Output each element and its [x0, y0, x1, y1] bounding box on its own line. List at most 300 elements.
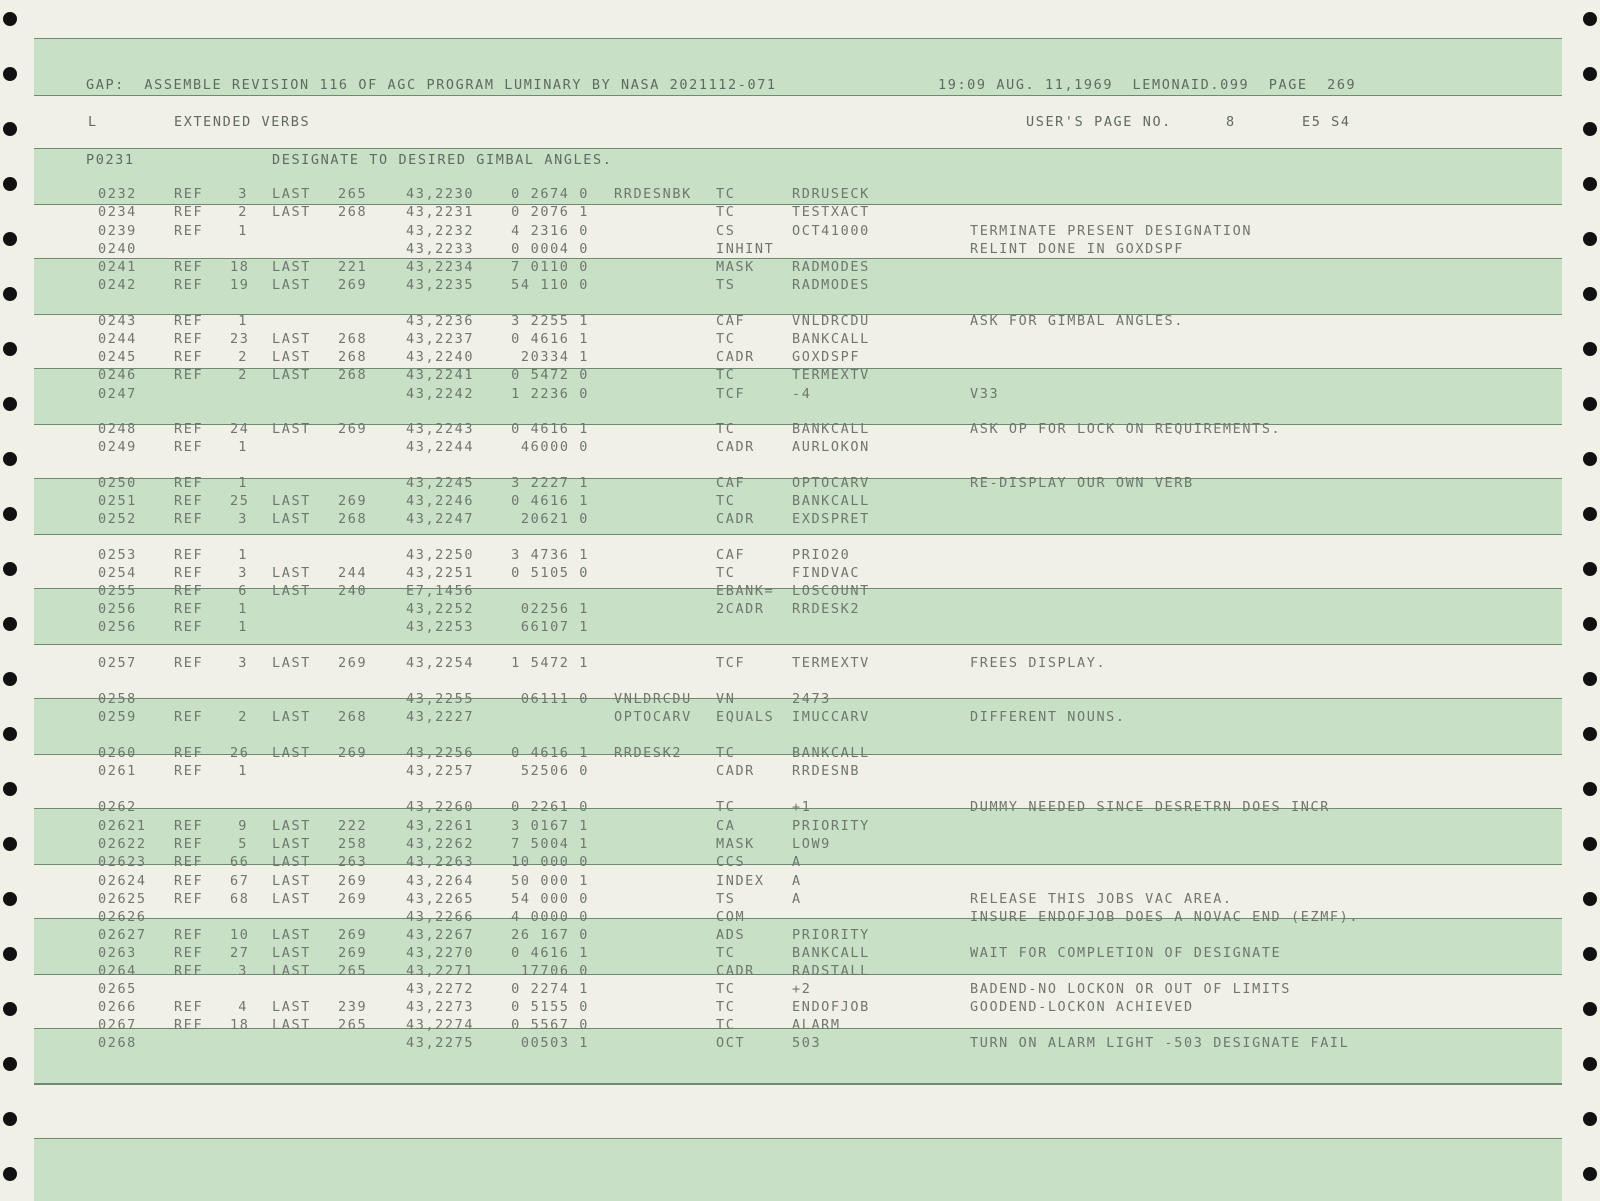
opcode: TC: [716, 331, 736, 347]
operand: BANKCALL: [792, 331, 870, 347]
ref-count: 25: [230, 493, 250, 509]
address: 43,2245: [406, 475, 475, 491]
feed-hole: [3, 1112, 17, 1126]
octal-value: 0 2076 1: [511, 204, 589, 220]
last-tag: LAST: [272, 331, 311, 347]
comment: TERMINATE PRESENT DESIGNATION: [970, 223, 1253, 239]
symbol-label: OPTOCARV: [614, 709, 692, 725]
line-number: 0261: [98, 763, 137, 779]
octal-value: 0 5105 0: [511, 565, 589, 581]
ref-count: 3: [238, 963, 248, 979]
ref-tag: REF: [174, 763, 204, 779]
address: 43,2240: [406, 349, 475, 365]
listing-row: [0, 203, 1600, 221]
listing-row: [0, 798, 1600, 816]
ref-tag: REF: [174, 836, 204, 852]
address: 43,2250: [406, 547, 475, 563]
octal-value: 0 4616 1: [511, 745, 589, 761]
opcode: INHINT: [716, 241, 775, 257]
last-tag: LAST: [272, 927, 311, 943]
opcode: TC: [716, 367, 736, 383]
ref-count: 1: [238, 439, 248, 455]
feed-hole: [1583, 12, 1597, 26]
address: 43,2264: [406, 873, 475, 889]
ref-count: 1: [238, 601, 248, 617]
last-tag: LAST: [272, 999, 311, 1015]
opcode: EQUALS: [716, 709, 775, 725]
ref-tag: REF: [174, 583, 204, 599]
operand: IMUCCARV: [792, 709, 870, 725]
address: E7,1456: [406, 583, 475, 599]
opcode: CADR: [716, 763, 755, 779]
octal-value: 52506 0: [520, 763, 589, 779]
listing-row: [0, 690, 1600, 708]
symbol-label: RRDESNBK: [614, 186, 692, 202]
opcode: CA: [716, 818, 736, 834]
octal-value: 46000 0: [520, 439, 589, 455]
ref-count: 1: [238, 547, 248, 563]
octal-value: 0 2274 1: [511, 981, 589, 997]
listing-row: [0, 420, 1600, 438]
opcode: TC: [716, 1017, 736, 1033]
opcode: CADR: [716, 963, 755, 979]
octal-value: 0 4616 1: [511, 945, 589, 961]
opcode: VN: [716, 691, 736, 707]
address: 43,2271: [406, 963, 475, 979]
operand: AURLOKON: [792, 439, 870, 455]
feed-hole: [1583, 1112, 1597, 1126]
feed-hole: [1583, 1057, 1597, 1071]
operand: LOW9: [792, 836, 831, 852]
listing-row: [0, 546, 1600, 564]
ref-count: 1: [238, 763, 248, 779]
address: 43,2246: [406, 493, 475, 509]
line-number: 02624: [98, 873, 147, 889]
address: 43,2252: [406, 601, 475, 617]
title-comment: DESIGNATE TO DESIRED GIMBAL ANGLES.: [272, 152, 613, 168]
comment: RELEASE THIS JOBS VAC AREA.: [970, 891, 1233, 907]
operand: BANKCALL: [792, 945, 870, 961]
address: 43,2235: [406, 277, 475, 293]
operand: +1: [792, 799, 812, 815]
ref-tag: REF: [174, 891, 204, 907]
last-page: 221: [338, 259, 368, 275]
line-number: 0249: [98, 439, 137, 455]
line-number: 02621: [98, 818, 147, 834]
last-tag: LAST: [272, 259, 311, 275]
ref-tag: REF: [174, 186, 204, 202]
ref-count: 66: [230, 854, 250, 870]
operand: PRIORITY: [792, 927, 870, 943]
line-number: 0256: [98, 619, 137, 635]
feed-hole: [3, 12, 17, 26]
address: 43,2260: [406, 799, 475, 815]
last-page: 265: [338, 963, 368, 979]
ref-count: 2: [238, 709, 248, 725]
address: 43,2253: [406, 619, 475, 635]
opcode: TC: [716, 981, 736, 997]
ref-count: 10: [230, 927, 250, 943]
opcode: TS: [716, 277, 736, 293]
opcode: INDEX: [716, 873, 765, 889]
address: 43,2230: [406, 186, 475, 202]
operand: FINDVAC: [792, 565, 861, 581]
opcode: ADS: [716, 927, 746, 943]
line-number: 0255: [98, 583, 137, 599]
octal-value: 7 0110 0: [511, 259, 589, 275]
feed-hole: [3, 727, 17, 741]
ref-tag: REF: [174, 963, 204, 979]
line-number: 0244: [98, 331, 137, 347]
last-tag: LAST: [272, 493, 311, 509]
opcode: COM: [716, 909, 746, 925]
operand: BANKCALL: [792, 421, 870, 437]
address: 43,2236: [406, 313, 475, 329]
comment: GOODEND-LOCKON ACHIEVED: [970, 999, 1194, 1015]
listing-row: [0, 492, 1600, 510]
listing-row: [0, 835, 1600, 853]
last-tag: LAST: [272, 745, 311, 761]
address: 43,2275: [406, 1035, 475, 1051]
line-number: 0240: [98, 241, 137, 257]
operand: VNLDRCDU: [792, 313, 870, 329]
user-page-number: 8: [1226, 114, 1236, 130]
ref-tag: REF: [174, 601, 204, 617]
opcode: MASK: [716, 836, 755, 852]
listing-row: [0, 926, 1600, 944]
ref-tag: REF: [174, 223, 204, 239]
ref-tag: REF: [174, 547, 204, 563]
line-number: 0268: [98, 1035, 137, 1051]
ref-tag: REF: [174, 313, 204, 329]
user-page-label: USER'S PAGE NO.: [1026, 114, 1172, 130]
address: 43,2263: [406, 854, 475, 870]
address: 43,2254: [406, 655, 475, 671]
line-number: 0266: [98, 999, 137, 1015]
line-number: 0232: [98, 186, 137, 202]
octal-value: 1 2236 0: [511, 386, 589, 402]
operand: RDRUSECK: [792, 186, 870, 202]
ref-count: 2: [238, 349, 248, 365]
listing-row: [0, 258, 1600, 276]
address: 43,2265: [406, 891, 475, 907]
opcode: TC: [716, 204, 736, 220]
listing-row: [0, 962, 1600, 980]
opcode: TC: [716, 745, 736, 761]
line-number: 02623: [98, 854, 147, 870]
feed-hole: [1583, 1167, 1597, 1181]
operand: TESTXACT: [792, 204, 870, 220]
octal-value: 1 5472 1: [511, 655, 589, 671]
operand: A: [792, 891, 802, 907]
opcode: CS: [716, 223, 736, 239]
feed-hole: [1583, 727, 1597, 741]
ref-tag: REF: [174, 277, 204, 293]
opcode: CAF: [716, 475, 746, 491]
address: 43,2267: [406, 927, 475, 943]
comment: DUMMY NEEDED SINCE DESRETRN DOES INCR: [970, 799, 1330, 815]
feed-hole: [3, 782, 17, 796]
octal-value: 54 000 0: [511, 891, 589, 907]
line-number: 0258: [98, 691, 137, 707]
opcode: CADR: [716, 349, 755, 365]
address: 43,2247: [406, 511, 475, 527]
line-number: 0245: [98, 349, 137, 365]
ref-count: 23: [230, 331, 250, 347]
opcode: CADR: [716, 511, 755, 527]
opcode: TCF: [716, 655, 746, 671]
ref-count: 6: [238, 583, 248, 599]
last-page: 263: [338, 854, 368, 870]
listing-row: [0, 222, 1600, 240]
octal-value: 4 0000 0: [511, 909, 589, 925]
divider: [34, 1083, 1562, 1084]
octal-value: 3 2255 1: [511, 313, 589, 329]
address: 43,2251: [406, 565, 475, 581]
line-number: 0239: [98, 223, 137, 239]
address: 43,2261: [406, 818, 475, 834]
line-number: 0256: [98, 601, 137, 617]
last-tag: LAST: [272, 873, 311, 889]
ref-count: 2: [238, 367, 248, 383]
listing-row: [0, 185, 1600, 203]
operand: A: [792, 854, 802, 870]
octal-value: 0 0004 0: [511, 241, 589, 257]
opcode: TC: [716, 945, 736, 961]
ref-count: 1: [238, 619, 248, 635]
octal-value: 00503 1: [520, 1035, 589, 1051]
opcode: TCF: [716, 386, 746, 402]
operand: BANKCALL: [792, 745, 870, 761]
opcode: EBANK=: [716, 583, 775, 599]
comment: FREES DISPLAY.: [970, 655, 1107, 671]
ref-count: 4: [238, 999, 248, 1015]
ref-count: 27: [230, 945, 250, 961]
address: 43,2244: [406, 439, 475, 455]
ref-tag: REF: [174, 349, 204, 365]
listing-row: [0, 600, 1600, 618]
last-tag: LAST: [272, 963, 311, 979]
ref-tag: REF: [174, 655, 204, 671]
line-number: 0248: [98, 421, 137, 437]
ref-count: 5: [238, 836, 248, 852]
operand: OCT41000: [792, 223, 870, 239]
ref-tag: REF: [174, 421, 204, 437]
address: 43,2231: [406, 204, 475, 220]
octal-value: 0 5472 0: [511, 367, 589, 383]
listing-row: [0, 654, 1600, 672]
listing-row: [0, 708, 1600, 726]
octal-value: 3 4736 1: [511, 547, 589, 563]
ref-tag: REF: [174, 619, 204, 635]
last-page: 269: [338, 655, 368, 671]
listing-row: [0, 330, 1600, 348]
operand: BANKCALL: [792, 493, 870, 509]
ref-tag: REF: [174, 475, 204, 491]
comment: V33: [970, 386, 1000, 402]
opcode: 2CADR: [716, 601, 765, 617]
operand: 503: [792, 1035, 822, 1051]
ref-count: 18: [230, 259, 250, 275]
operand: PRIO20: [792, 547, 851, 563]
ref-count: 18: [230, 1017, 250, 1033]
line-number: 0253: [98, 547, 137, 563]
listing-row: [0, 872, 1600, 890]
ref-count: 3: [238, 565, 248, 581]
octal-value: 10 000 0: [511, 854, 589, 870]
octal-value: 06111 0: [520, 691, 589, 707]
last-page: 269: [338, 927, 368, 943]
section-title: EXTENDED VERBS: [174, 114, 311, 130]
listing-row: [0, 908, 1600, 926]
ref-count: 9: [238, 818, 248, 834]
address: 43,2272: [406, 981, 475, 997]
listing-row: [0, 853, 1600, 871]
opcode: CAF: [716, 313, 746, 329]
ref-count: 26: [230, 745, 250, 761]
address: 43,2241: [406, 367, 475, 383]
line-number: 02622: [98, 836, 147, 852]
last-tag: LAST: [272, 583, 311, 599]
octal-value: 54 110 0: [511, 277, 589, 293]
opcode: TC: [716, 493, 736, 509]
title-line-number: P0231: [86, 152, 135, 168]
last-page: 269: [338, 277, 368, 293]
operand: ALARM: [792, 1017, 841, 1033]
symbol-label: VNLDRCDU: [614, 691, 692, 707]
address: 43,2232: [406, 223, 475, 239]
operand: RRDESNB: [792, 763, 861, 779]
line-number: 02627: [98, 927, 147, 943]
last-tag: LAST: [272, 945, 311, 961]
octal-value: 7 5004 1: [511, 836, 589, 852]
section-code: E5 S4: [1302, 114, 1351, 130]
line-number: 0234: [98, 204, 137, 220]
octal-value: 02256 1: [520, 601, 589, 617]
last-page: 269: [338, 891, 368, 907]
line-number: 0241: [98, 259, 137, 275]
listing-row: [0, 817, 1600, 835]
operand: LOSCOUNT: [792, 583, 870, 599]
address: 43,2242: [406, 386, 475, 402]
last-page: 269: [338, 873, 368, 889]
last-page: 269: [338, 945, 368, 961]
line-number: 0251: [98, 493, 137, 509]
last-page: 268: [338, 204, 368, 220]
comment: ASK FOR GIMBAL ANGLES.: [970, 313, 1185, 329]
opcode: CAF: [716, 547, 746, 563]
line-number: 0247: [98, 386, 137, 402]
last-tag: LAST: [272, 421, 311, 437]
listing-row: [0, 890, 1600, 908]
last-tag: LAST: [272, 836, 311, 852]
octal-value: 20621 0: [520, 511, 589, 527]
comment: INSURE ENDOFJOB DOES A NOVAC END (EZMF).: [970, 909, 1360, 925]
last-page: 268: [338, 349, 368, 365]
ref-tag: REF: [174, 854, 204, 870]
listing-row: [0, 438, 1600, 456]
last-tag: LAST: [272, 854, 311, 870]
comment: RELINT DONE IN GOXDSPF: [970, 241, 1185, 257]
comment: BADEND-NO LOCKON OR OUT OF LIMITS: [970, 981, 1292, 997]
ref-tag: REF: [174, 204, 204, 220]
last-tag: LAST: [272, 277, 311, 293]
octal-value: 0 4616 1: [511, 493, 589, 509]
ref-tag: REF: [174, 439, 204, 455]
feed-hole: [3, 1057, 17, 1071]
address: 43,2256: [406, 745, 475, 761]
assembly-header: GAP: ASSEMBLE REVISION 116 OF AGC PROGRAM LUMINARY BY NASA 2021112-071: [86, 77, 777, 93]
feed-hole: [1583, 672, 1597, 686]
green-bar: [34, 1138, 1562, 1201]
octal-value: 0 2674 0: [511, 186, 589, 202]
octal-value: 17706 0: [520, 963, 589, 979]
last-tag: LAST: [272, 204, 311, 220]
last-page: 268: [338, 331, 368, 347]
address: 43,2255: [406, 691, 475, 707]
listing-row: [0, 618, 1600, 636]
opcode: CADR: [716, 439, 755, 455]
line-number: 0264: [98, 963, 137, 979]
ref-count: 1: [238, 223, 248, 239]
operand: PRIORITY: [792, 818, 870, 834]
listing-row: [0, 385, 1600, 403]
line-number: 0257: [98, 655, 137, 671]
octal-value: 4 2316 0: [511, 223, 589, 239]
last-page: 244: [338, 565, 368, 581]
address: 43,2270: [406, 945, 475, 961]
last-tag: LAST: [272, 1017, 311, 1033]
ref-tag: REF: [174, 493, 204, 509]
line-number: 02626: [98, 909, 147, 925]
ref-count: 1: [238, 313, 248, 329]
ref-tag: REF: [174, 927, 204, 943]
line-number: 0262: [98, 799, 137, 815]
opcode: TC: [716, 186, 736, 202]
opcode: TC: [716, 799, 736, 815]
opcode: TC: [716, 565, 736, 581]
ref-tag: REF: [174, 259, 204, 275]
octal-value: 0 5155 0: [511, 999, 589, 1015]
opcode: TS: [716, 891, 736, 907]
feed-hole: [3, 672, 17, 686]
operand: +2: [792, 981, 812, 997]
ref-tag: REF: [174, 709, 204, 725]
octal-value: 26 167 0: [511, 927, 589, 943]
operand: EXDSPRET: [792, 511, 870, 527]
comment: DIFFERENT NOUNS.: [970, 709, 1126, 725]
last-page: 265: [338, 186, 368, 202]
ref-tag: REF: [174, 818, 204, 834]
comment: WAIT FOR COMPLETION OF DESIGNATE: [970, 945, 1282, 961]
line-number: 0263: [98, 945, 137, 961]
operand: GOXDSPF: [792, 349, 861, 365]
octal-value: 50 000 1: [511, 873, 589, 889]
date-page-header: 19:09 AUG. 11,1969 LEMONAID.099 PAGE 269: [938, 77, 1357, 93]
operand: RADSTALL: [792, 963, 870, 979]
last-page: 268: [338, 511, 368, 527]
last-tag: LAST: [272, 349, 311, 365]
listing-row: [0, 276, 1600, 294]
log-letter: L: [88, 114, 98, 130]
comment: RE-DISPLAY OUR OWN VERB: [970, 475, 1194, 491]
line-number: 02625: [98, 891, 147, 907]
listing-row: [0, 762, 1600, 780]
address: 43,2237: [406, 331, 475, 347]
opcode: TC: [716, 999, 736, 1015]
ref-tag: REF: [174, 1017, 204, 1033]
address: 43,2262: [406, 836, 475, 852]
